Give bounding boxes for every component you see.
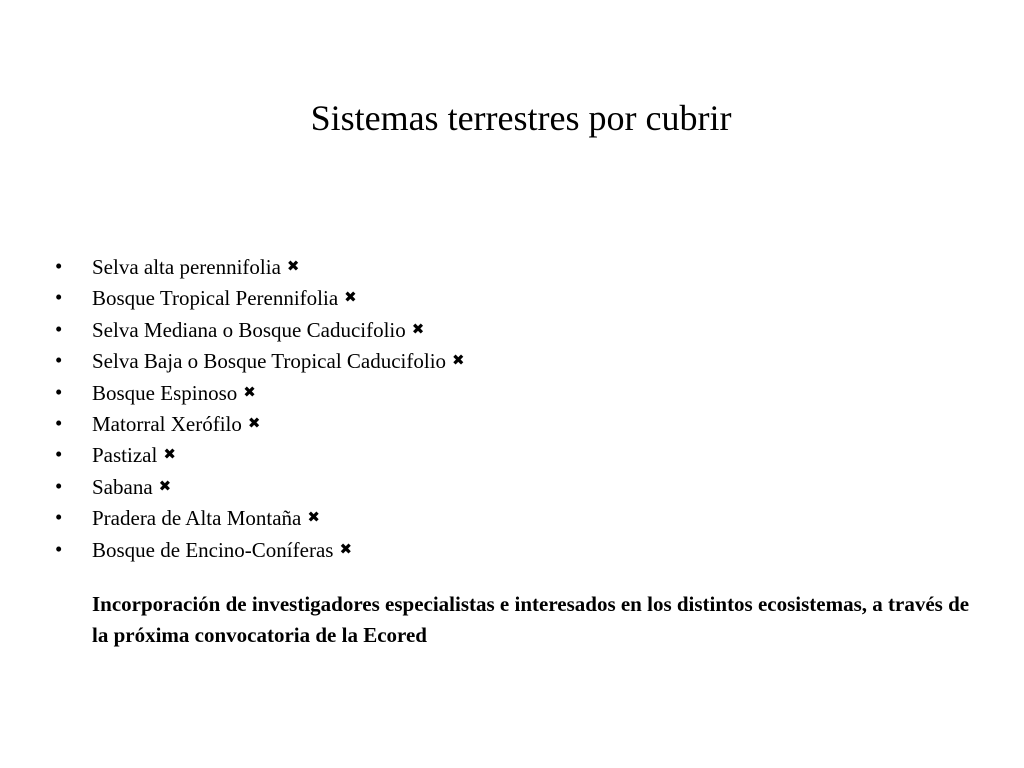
cross-icon: ✖ xyxy=(247,414,261,433)
bullet-icon: • xyxy=(55,316,63,341)
list-item-label: Selva alta perennifolia xyxy=(92,255,281,279)
list-item xyxy=(55,502,465,533)
list-item-label: Bosque Espinoso xyxy=(92,380,238,405)
list-item-label: Sabana xyxy=(92,474,153,499)
cross-icon: ✖ xyxy=(158,476,172,495)
ecosystem-list xyxy=(55,251,465,565)
list-item-label: Selva Baja o Bosque Tropical Caducifolio xyxy=(92,349,447,374)
bullet-icon: • xyxy=(55,505,63,530)
list-item-label: Selva Mediana o Bosque Caducifolio xyxy=(92,317,406,342)
list-item xyxy=(55,282,465,313)
bullet-icon: • xyxy=(55,379,63,404)
list-item xyxy=(55,314,465,345)
bullet-icon: • xyxy=(55,536,63,561)
bullet-icon: • xyxy=(55,473,63,498)
cross-icon: ✖ xyxy=(307,508,320,527)
bullet-icon: • xyxy=(55,411,63,436)
bullet-icon: • xyxy=(55,348,63,373)
cross-icon: ✖ xyxy=(163,445,176,464)
bullet-icon: • xyxy=(55,254,63,278)
slide-title: Sistemas terrestres por cubrir xyxy=(310,98,732,138)
list-item xyxy=(55,471,465,502)
list-item xyxy=(55,408,465,439)
cross-icon: ✖ xyxy=(339,539,353,558)
list-item xyxy=(55,345,465,376)
cross-icon: ✖ xyxy=(243,382,256,401)
list-item-label: Pradera de Alta Montaña xyxy=(92,506,302,531)
list-item-label: Matorral Xerófilo xyxy=(92,412,242,437)
cross-icon: ✖ xyxy=(411,319,425,338)
list-item-label: Bosque de Encino-Coníferas xyxy=(92,537,334,562)
note-paragraph: Incorporación de investigadores especialistas e interesados en los distintos ecosistemas, a través de la próxima convocatoria de la Ecored xyxy=(92,592,970,647)
bullet-icon: • xyxy=(55,442,63,467)
list-item xyxy=(55,377,465,408)
list-item xyxy=(55,439,465,470)
cross-icon: ✖ xyxy=(344,288,357,307)
cross-icon: ✖ xyxy=(286,257,300,275)
list-item-label: Pastizal xyxy=(92,443,158,468)
list-item-label: Bosque Tropical Perennifolia xyxy=(92,286,339,311)
cross-icon: ✖ xyxy=(452,351,465,370)
list-item xyxy=(55,251,465,282)
bullet-icon: • xyxy=(55,285,63,310)
list-item xyxy=(55,534,465,565)
